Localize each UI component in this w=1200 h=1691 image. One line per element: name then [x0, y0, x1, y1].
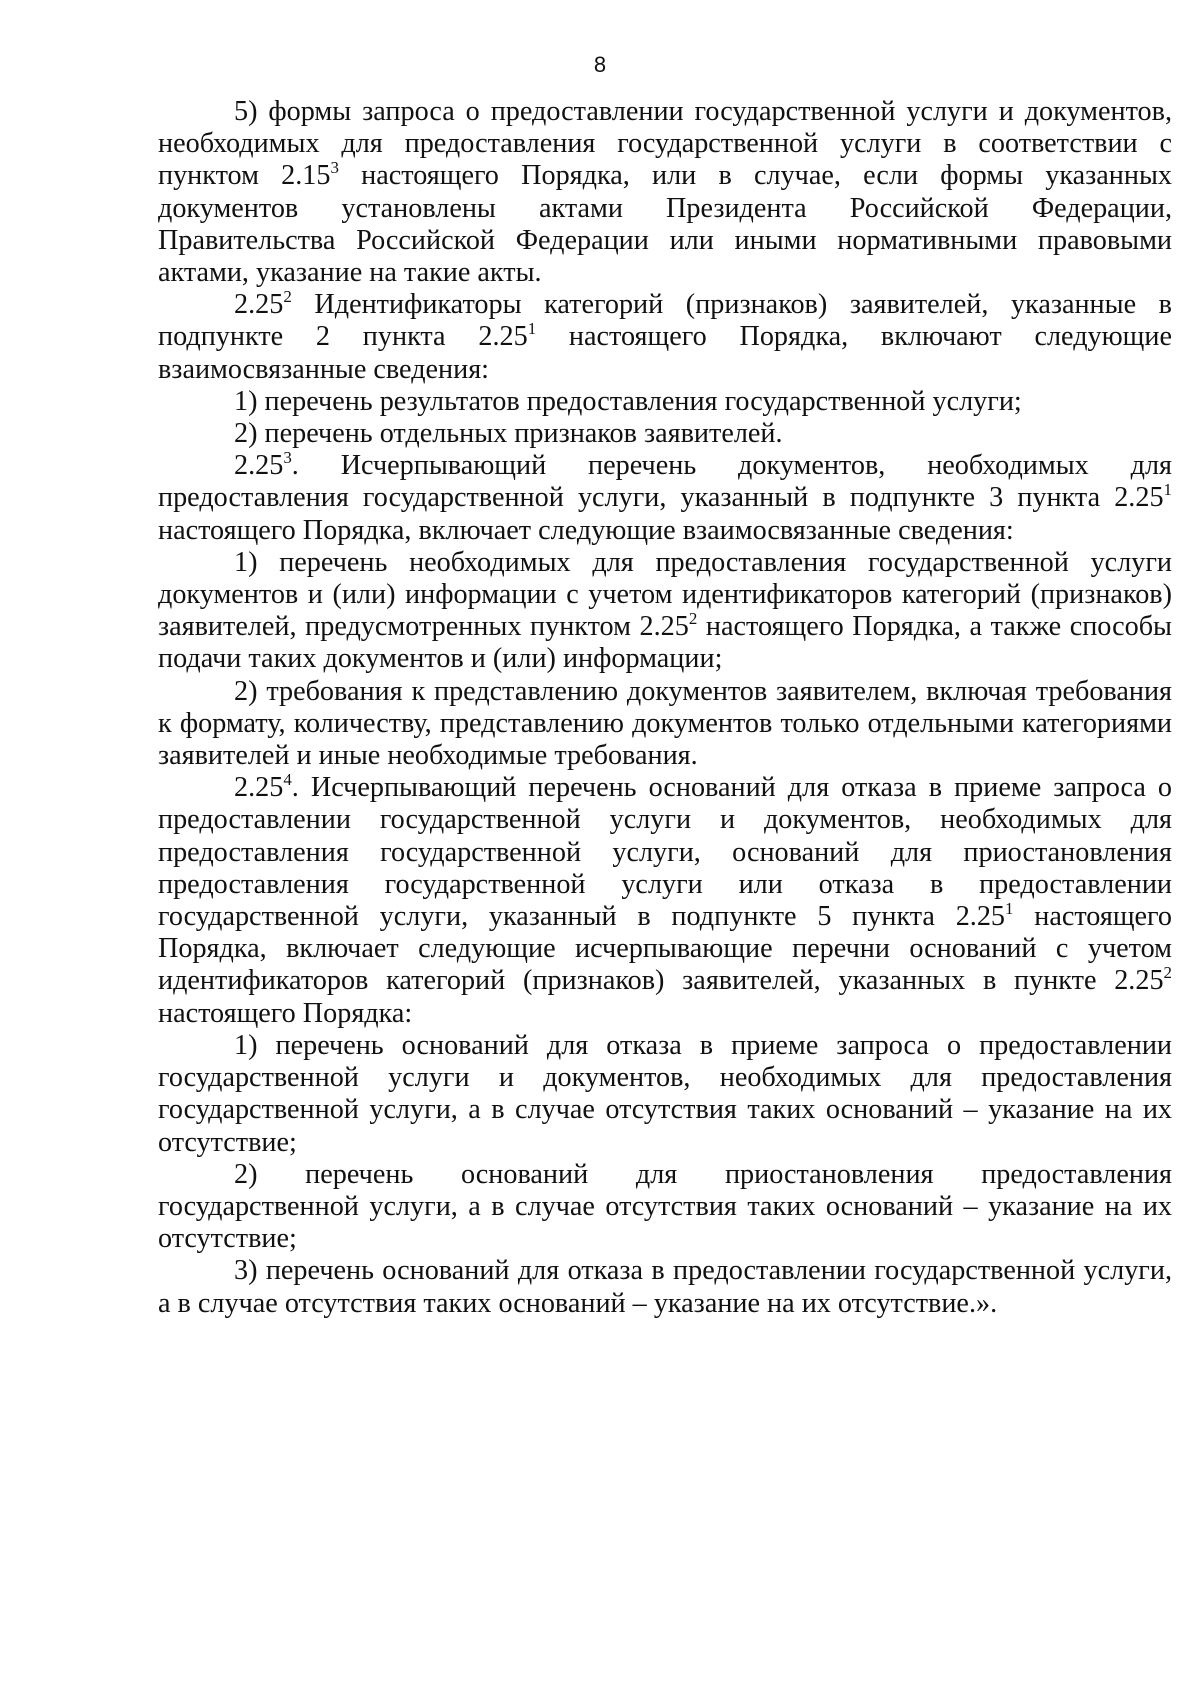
- document-body: [158, 96, 1172, 1320]
- text-run: . Исчерпывающий перечень оснований для отказа в приеме запроса о предоставлении государственной услуги и документов, необходимых для предоставления государственной услуги, оснований для приостановления предоставления государственной услуги или отказа в предоставлении государственной услуги, указанный в подпункте 5 пункта 2.25: [158, 772, 1172, 933]
- text-run: 2.25: [234, 772, 284, 804]
- superscript: 1: [1163, 480, 1172, 500]
- superscript: 2: [283, 287, 292, 307]
- paragraph: [158, 96, 1172, 289]
- text-run: Идентификаторы категорий (признаков) заявителей, указанные в подпункте 2 пункта 2.25: [158, 289, 1172, 353]
- paragraph: [158, 289, 1172, 386]
- page-number: 8: [593, 52, 607, 77]
- paragraph: [158, 450, 1172, 547]
- text-run: настоящего Порядка:: [158, 997, 413, 1029]
- text-run: . Исчерпывающий перечень документов, необходимых для предоставления государственной услуги, указанный в подпункте 3 пункта 2.25: [158, 450, 1172, 514]
- text-run: настоящего Порядка, а также способы подачи таких документов и (или) информации;: [158, 611, 1172, 675]
- text-run: настоящего Порядка, включает следующие взаимосвязанные сведения:: [158, 514, 1014, 546]
- paragraph: [158, 1255, 1172, 1319]
- text-run: настоящего Порядка, или в случае, если формы указанных документов установлены актами Президента Российской Федерации, Правительства Российской Федерации или иными нормативными правовыми актами, указание на такие акты.: [158, 160, 1172, 289]
- text-run: 3) перечень оснований для отказа в предоставлении государственной услуги, а в случае отсутствия таких оснований – указание на их отсутствие.».: [158, 1255, 1172, 1319]
- paragraph: [158, 1159, 1172, 1256]
- text-run: 2) требования к представлению документов заявителем, включая требования к формату, количеству, представлению документов только отдельными категориями заявителей и иные необходимые требования.: [158, 675, 1172, 772]
- text-run: 2) перечень оснований для приостановления предоставления государственной услуги, а в случае отсутствия таких оснований – указание на их отсутствие;: [158, 1158, 1172, 1255]
- superscript: 3: [330, 158, 339, 178]
- paragraph: [158, 386, 1172, 418]
- superscript: 2: [688, 609, 698, 629]
- superscript: 1: [527, 319, 537, 339]
- text-run: 2) перечень отдельных признаков заявителей.: [234, 418, 783, 450]
- text-run: настоящего Порядка, включает следующие исчерпывающие перечни оснований с учетом идентификаторов категорий (признаков) заявителей, указанных в пункте 2.25: [158, 901, 1172, 997]
- superscript: 4: [283, 770, 292, 790]
- superscript: 3: [283, 448, 292, 468]
- text-run: 1) перечень необходимых для предоставления государственной услуги документов и (или) информации с учетом идентификаторов категорий (признаков) заявителей, предусмотренных пунктом 2.25: [158, 546, 1172, 643]
- superscript: 2: [1163, 963, 1172, 983]
- text-run: настоящего Порядка, включают следующие взаимосвязанные сведения:: [158, 321, 1172, 385]
- text-run: 1) перечень оснований для отказа в приеме запроса о предоставлении государственной услуги и документов, необходимых для предоставления государственной услуги, а в случае отсутствия таких оснований – указание на их отсутствие;: [158, 1029, 1172, 1158]
- paragraph: [158, 547, 1172, 676]
- paragraph: [158, 1030, 1172, 1159]
- superscript: 1: [1005, 899, 1014, 919]
- paragraph: [158, 418, 1172, 450]
- text-run: 5) формы запроса о предоставлении государственной услуги и документов, необходимых для предоставления государственной услуги в соответствии с пунктом 2.15: [158, 96, 1172, 192]
- paragraph: [158, 676, 1172, 773]
- text-run: 2.25: [234, 450, 284, 482]
- text-run: 2.25: [234, 289, 284, 321]
- paragraph: [158, 772, 1172, 1030]
- text-run: 1) перечень результатов предоставления государственной услуги;: [234, 385, 1022, 417]
